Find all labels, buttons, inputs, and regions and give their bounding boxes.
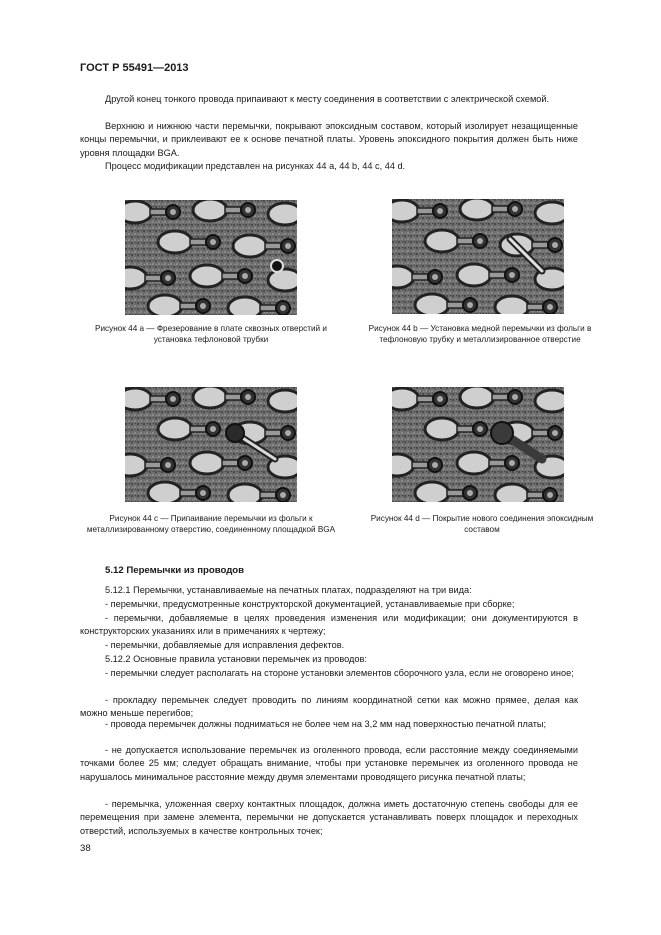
figure-44a-caption: Рисунок 44 a — Фрезерование в плате сквозных отверстий и установка тефлоновой трубки — [95, 324, 327, 344]
section-paragraph-10: - перемычка, уложенная сверху контактных площадок, должна иметь достаточную степень свободы для ее перемещения при замене элемента, перемычки не допускается устанавливать поверх площадок и переходных отверстий, используемых в качестве контрольных точек; — [80, 799, 578, 836]
intro-paragraph-1: Другой конец тонкого провода припаивают к месту соединения в соответствии с электрической схемой. — [105, 94, 550, 104]
section-paragraph-7: - прокладку перемычек следует проводить по линиям координатной сетки как можно прямее, делая как можно меньше перегибов; — [80, 695, 578, 719]
figure-44c-photo — [125, 387, 297, 502]
section-paragraph-4: - перемычки, добавляемые для исправления дефектов. — [105, 640, 345, 650]
document-header: ГОСТ Р 55491—2013 — [80, 62, 189, 74]
figure-44c-caption: Рисунок 44 c — Припаивание перемычки из фольги к металлизированному отверстию, соединенному площадкой BGA — [86, 514, 336, 534]
section-paragraph-1: 5.12.1 Перемычки, устанавливаемые на печатных платах, подразделяют на три вида: — [105, 585, 472, 595]
section-paragraph-5: 5.12.2 Основные правила установки перемычек из проводов: — [105, 654, 367, 664]
intro-paragraph-3: Процесс модификации представлен на рисунках 44 a, 44 b, 44 c, 44 d. — [105, 161, 406, 171]
figure-44b-caption: Рисунок 44 b — Установка медной перемычки из фольги в тефлоновую трубку и металлизированное отверстие — [368, 324, 592, 344]
page-number: 38 — [80, 843, 91, 854]
section-paragraph-2: - перемычки, предусмотренные конструкторской документацией, устанавливаемые при сборке; — [105, 599, 515, 609]
figure-44a-photo — [125, 200, 297, 315]
section-paragraph-9: - не допускается использование перемычек из оголенного провода, если расстояние между соединяемыми точками более 25 мм; следует обращать внимание, чтобы при установке перемычек из оголенного провода не нарушалось минимальное расстояние между двумя элементами проводящего рисунка печатной платы; — [80, 745, 578, 782]
section-title: 5.12 Перемычки из проводов — [105, 565, 245, 576]
section-paragraph-3: - перемычки, добавляемые в целях проведения изменения или модификации; они документируются в конструкторских указаниях или в примечаниях к чертежу; — [80, 613, 578, 637]
figure-44b-photo — [392, 199, 564, 314]
section-paragraph-6: - перемычки следует располагать на стороне установки элементов сборочного узла, если не оговорено иное; — [105, 668, 574, 678]
section-paragraph-8: - провода перемычек должны подниматься не более чем на 3,2 мм над поверхностью печатной платы; — [105, 719, 547, 729]
figure-44d-caption: Рисунок 44 d — Покрытие нового соединения эпоксидным составом — [370, 514, 594, 534]
figure-44d-photo — [392, 387, 564, 502]
intro-paragraph-2: Верхнюю и нижнюю части перемычки, покрывают эпоксидным составом, который изолирует незащищенные концы перемычки, и приклеивают ее к основе печатной платы. Уровень эпоксидного покрытия должен быть ниже уровня площадки BGA. — [80, 121, 578, 158]
